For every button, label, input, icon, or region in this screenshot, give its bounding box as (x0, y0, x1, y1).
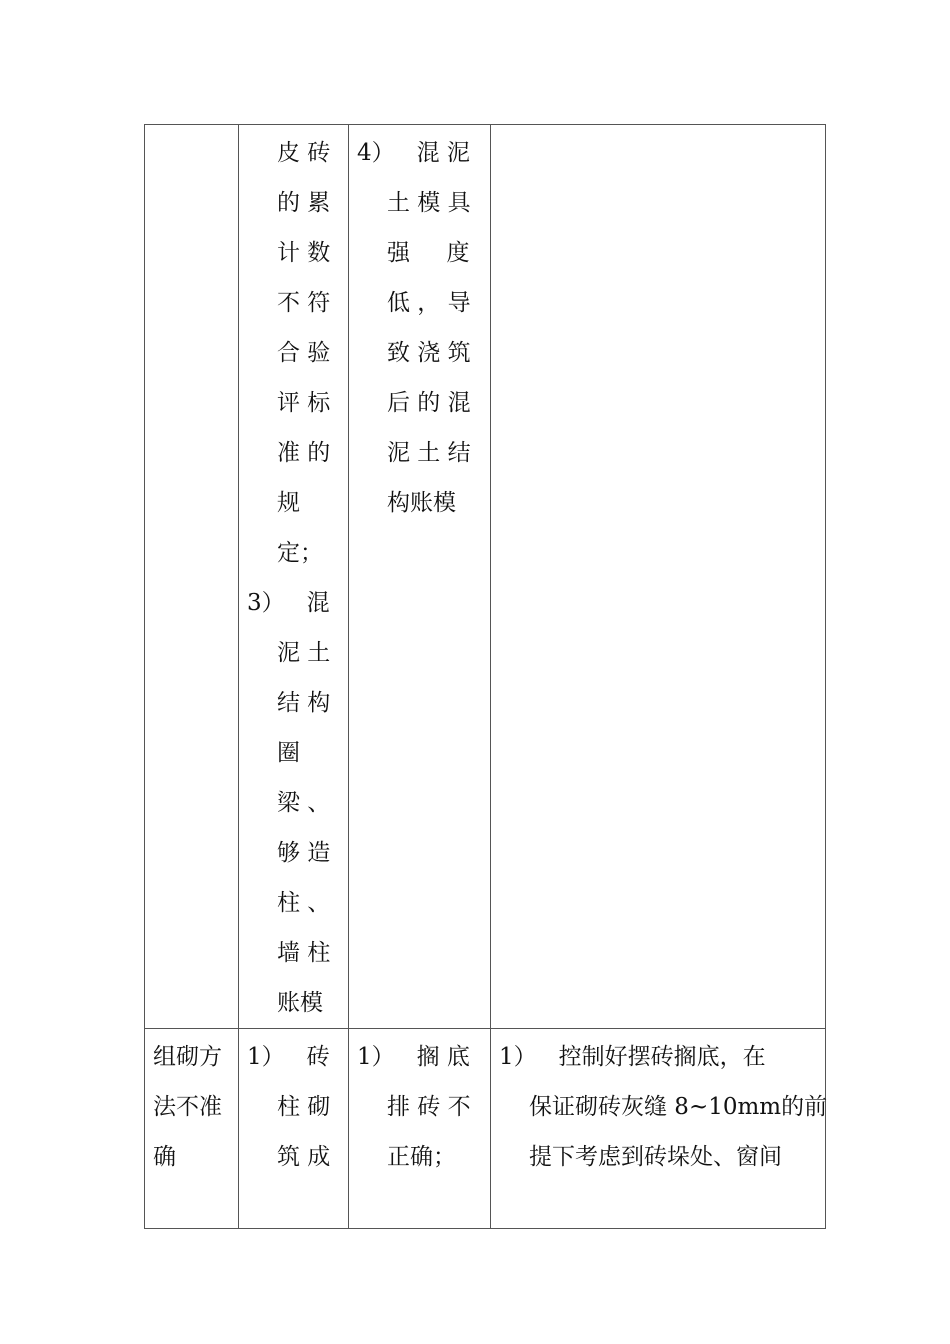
table-row (145, 1029, 826, 1229)
cell-lines (145, 1029, 238, 1182)
table-cell-problem (145, 125, 239, 1029)
table-cell-cause (239, 1029, 349, 1229)
cell-lines (491, 1029, 828, 1182)
cell-lines (349, 125, 490, 528)
cell-line: 评 标 (277, 390, 331, 416)
cell-line: 泥 土 结 (387, 440, 471, 466)
cell-line: 皮 砖 (277, 140, 331, 166)
cell-line: 柱 砌 (277, 1094, 331, 1120)
cell-line: 1） 搁 底 (357, 1044, 470, 1070)
cell-line: 致 浇 筑 (387, 340, 471, 366)
cell-line: 结 构 (277, 690, 331, 716)
table-cell-measure (491, 125, 826, 1029)
cell-lines (491, 125, 825, 128)
cell-line: 法不准 (153, 1094, 222, 1120)
cell-line: 合 验 (277, 340, 331, 366)
table-cell-cause-2 (349, 125, 491, 1029)
cell-line: 土 模 具 (387, 190, 471, 216)
cell-line: 1） 砖 (247, 1044, 330, 1070)
cell-line: 圈 (277, 740, 300, 766)
cell-line: 账模 (277, 990, 323, 1016)
cell-line: 柱 、 (277, 890, 331, 916)
cell-line: 1） 控制好摆砖搁底，在 (499, 1044, 766, 1070)
cell-line: 正确； (387, 1144, 456, 1170)
cell-line: 筑 成 (277, 1144, 331, 1170)
table-cell-cause-2 (349, 1029, 491, 1229)
cell-line: 计 数 (277, 240, 331, 266)
cell-lines (349, 1029, 490, 1182)
cell-line: 定； (277, 540, 323, 566)
cell-line: 强 度 (387, 240, 470, 266)
cell-line: 组砌方 (153, 1044, 222, 1070)
cell-line: 后 的 混 (387, 390, 471, 416)
cell-line: 规 (277, 490, 300, 516)
cell-line: 4） 混 泥 (357, 140, 470, 166)
table-row (145, 125, 826, 1029)
cell-line: 3） 混 (247, 590, 330, 616)
cell-line: 够 造 (277, 840, 331, 866)
table-cell-measure (491, 1029, 826, 1229)
cell-line: 梁 、 (277, 790, 331, 816)
cell-line: 的 累 (277, 190, 331, 216)
cell-lines (145, 125, 238, 128)
cell-line: 提下考虑到砖垛处、窗间 (529, 1144, 782, 1170)
table-cell-problem (145, 1029, 239, 1229)
cell-line: 确 (153, 1144, 176, 1170)
table-cell-cause (239, 125, 349, 1029)
cell-line: 低 ， 导 (387, 290, 471, 316)
construction-quality-table (144, 124, 826, 1229)
cell-lines (239, 125, 348, 1028)
cell-line: 准 的 (277, 440, 331, 466)
cell-line: 泥 土 (277, 640, 331, 666)
cell-line: 排 砖 不 (387, 1094, 471, 1120)
cell-line: 构账模 (387, 490, 456, 516)
cell-lines (239, 1029, 348, 1182)
cell-line: 保证砌砖灰缝 8~10mm的前 (529, 1094, 828, 1120)
cell-line: 墙 柱 (277, 940, 331, 966)
cell-line: 不 符 (277, 290, 331, 316)
